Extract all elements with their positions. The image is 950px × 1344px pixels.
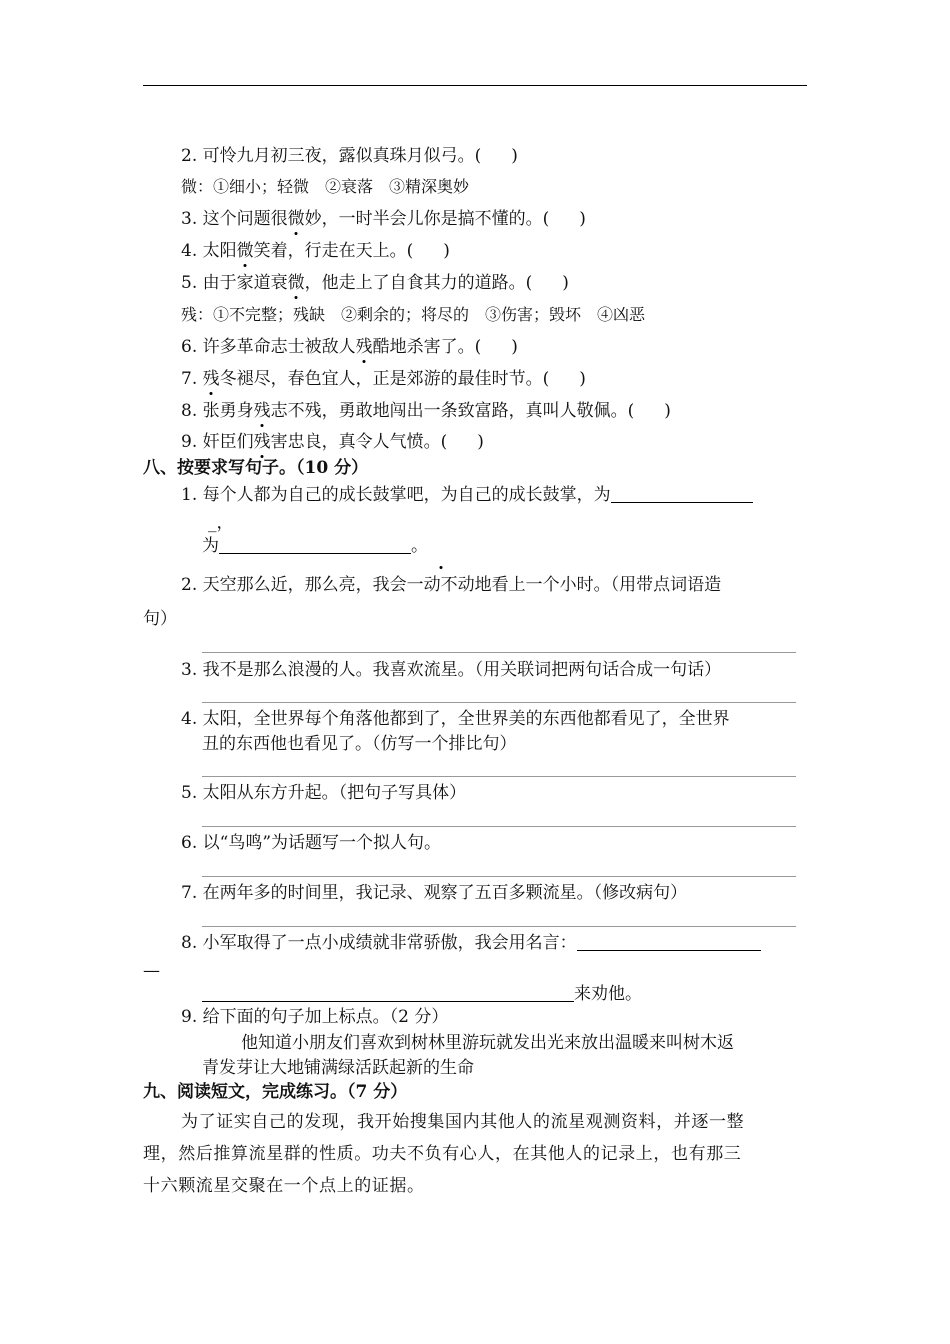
emphasis-mark: 微 xyxy=(236,241,254,261)
dotted-phrase: 一动不动 xyxy=(406,575,475,595)
s8-q1: 1. 每个人都为自己的成长鼓掌吧，为自己的成长鼓掌，为 xyxy=(181,484,753,506)
passage-line-1: 为了证实自己的发现，我开始搜集国内其他人的流星观测资料，并逐一整 xyxy=(181,1112,745,1132)
answer-blank[interactable] xyxy=(577,932,761,951)
s8-q2-cont: 句） xyxy=(143,609,177,629)
passage-line-3: 十六颗流星交聚在一个点上的证据。 xyxy=(143,1176,425,1196)
answer-line[interactable] xyxy=(202,702,796,703)
emphasis-mark: 残 xyxy=(253,432,271,452)
s8-q9-line2: 青发芽让大地铺满绿活跃起新的生命 xyxy=(202,1058,474,1078)
s8-q6: 6. 以“鸟鸣”为话题写一个拟人句。 xyxy=(181,833,442,853)
s8-q3: 3. 我不是那么浪漫的人。我喜欢流星。（用关联词把两句话合成一句话） xyxy=(181,660,722,680)
s8-q1-cont: _， xyxy=(208,513,234,533)
emphasis-mark: 微 xyxy=(287,273,305,293)
s8-q9-title: 9. 给下面的句子加上标点。（2 分） xyxy=(181,1007,449,1027)
section-9-title: 九、阅读短文，完成练习。（7 分） xyxy=(143,1082,408,1102)
q7-item-8: 8. 张勇身残志不残，勇敢地闯出一条致富路，真叫人敬佩。( ) xyxy=(181,401,671,421)
s8-q1-line2: 为 。 xyxy=(202,536,428,556)
answer-line[interactable] xyxy=(202,776,796,777)
answer-line[interactable] xyxy=(202,876,796,877)
q7-item-7: 7. 残冬褪尽，春色宜人，正是郊游的最佳时节。( ) xyxy=(181,369,586,389)
passage-line-2: 理，然后推算流星群的性质。功夫不负有心人，在其他人的记录上，也有那三 xyxy=(143,1144,742,1164)
answer-line[interactable] xyxy=(202,826,796,827)
q7-item-9: 9. 奸臣们残害忠良，真令人气愤。( ) xyxy=(181,432,484,452)
answer-blank[interactable] xyxy=(219,535,411,554)
wei-definition: 微：①细小；轻微 ②衰落 ③精深奥妙 xyxy=(181,177,470,196)
answer-line[interactable] xyxy=(202,926,796,927)
s8-q8: 8. 小军取得了一点小成绩就非常骄傲，我会用名言： xyxy=(181,932,761,954)
q7-item-4: 4. 太阳微笑着，行走在天上。( ) xyxy=(181,241,450,261)
s8-q4-line1: 4. 太阳，全世界每个角落他都到了，全世界美的东西他都看见了，全世界 xyxy=(181,709,730,729)
answer-blank[interactable] xyxy=(611,484,753,503)
s8-q7: 7. 在两年多的时间里，我记录、观察了五百多颗流星。（修改病句） xyxy=(181,883,688,903)
can-definition: 残：①不完整；残缺 ②剩余的；将尽的 ③伤害；毁坏 ④凶恶 xyxy=(181,305,646,324)
section-8-title: 八、按要求写句子。（10 分） xyxy=(143,458,369,478)
s8-q5: 5. 太阳从东方升起。（把句子写具体） xyxy=(181,783,467,803)
s8-q2: 2. 天空那么近，那么亮，我会一动不动地看上一个小时。（用带点词语造 xyxy=(181,575,722,595)
emphasis-mark: 微 xyxy=(287,209,305,229)
s8-q9-line1: 他知道小朋友们喜欢到树林里游玩就发出光来放出温暖来叫树木返 xyxy=(241,1033,734,1053)
s8-q8-line2: 来劝他。 xyxy=(202,983,642,1005)
emphasis-mark: 残 xyxy=(253,401,271,421)
emphasis-mark: 残 xyxy=(355,337,373,357)
q7-item-6: 6. 许多革命志士被敌人残酷地杀害了。( ) xyxy=(181,337,518,357)
answer-blank[interactable] xyxy=(202,983,574,1002)
answer-line[interactable] xyxy=(202,652,796,653)
q7-item-2: 2. 可怜九月初三夜，露似真珠月似弓。( ) xyxy=(181,146,518,166)
q7-item-5: 5. 由于家道衰微，他走上了自食其力的道路。( ) xyxy=(181,273,569,293)
header-rule xyxy=(143,85,807,86)
s8-q4-line2: 丑的东西他也看见了。（仿写一个排比句） xyxy=(202,734,517,754)
s8-q8-cont: — xyxy=(143,961,160,981)
emphasis-mark: 残 xyxy=(202,369,220,389)
q7-item-3: 3. 这个问题很微妙，一时半会儿你是搞不懂的。( ) xyxy=(181,209,586,229)
